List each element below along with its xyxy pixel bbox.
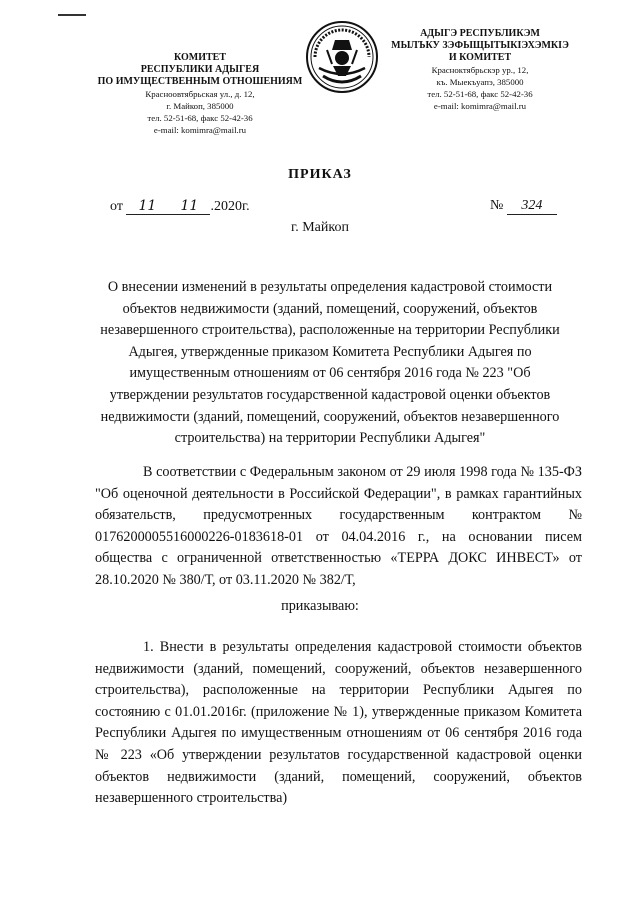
number-prefix: № xyxy=(490,198,504,213)
date-month: 11 xyxy=(168,198,210,215)
order-date xyxy=(110,198,250,215)
preamble-paragraph: В соответствии с Федеральным законом от 29 июля 1998 года № 135-ФЗ "Об оценочной деятельности в Российской Федерации", в рамках гарантийных обязательств, предусмотренных государственным контрактом № 0176200005516000226-0183618-01 от 04.04.2016 г., на основании писем общества с ограниченной ответственностью «ТЕРРА ДОКС ИНВЕСТ» от 28.10.2020 № 380/Т, от 03.11.2020 № 382/Т, xyxy=(95,464,582,588)
date-year: .2020г. xyxy=(210,199,250,214)
left-phone: тел. 52-51-68, факс 52-42-36 xyxy=(147,113,253,123)
number-value: 324 xyxy=(507,198,557,215)
right-email: e-mail: komimra@mail.ru xyxy=(433,101,527,111)
item-1-paragraph: 1. Внести в результаты определения кадастровой стоимости объектов недвижимости (зданий, помещений, сооружений, объектов незавершенного строительства), расположенные на территории Республики Адыгея по состоянию с 01.01.2016г. (приложение № 1), утвержденные приказом Комитета Республики Адыгея по имущественным отношениям от 06 сентября 2016 года № 223 «Об утверждении результатов государственной кадастровой оценки объектов недвижимости (зданий, помещений, сооружений, объектов незавершенного строительства) xyxy=(95,639,582,807)
order-number xyxy=(490,198,557,215)
right-address2: къ. Мыекъуапэ, 385000 xyxy=(436,77,524,87)
right-address1: Красноктябрьскэр ур., 12, xyxy=(431,65,529,75)
right-phone: тел. 52-51-68, факс 52-42-36 xyxy=(427,89,533,99)
document-title: ПРИКАЗ xyxy=(288,167,352,182)
left-address1: Красноовтябрьская ул., д. 12, xyxy=(145,89,255,99)
corner-mark xyxy=(58,14,86,16)
left-org-line3: ПО ИМУЩЕСТВЕННЫМ ОТНОШЕНИЯМ xyxy=(97,76,303,87)
right-org-line1: АДЫГЭ РЕСПУБЛИКЭМ xyxy=(420,28,540,39)
left-org-line2: РЕСПУБЛИКИ АДЫГЕЯ xyxy=(140,64,260,75)
city: г. Майкоп xyxy=(291,220,349,235)
left-header xyxy=(80,52,320,136)
right-header xyxy=(368,28,592,112)
left-email: e-mail: komimra@mail.ru xyxy=(153,125,247,135)
order-subject: О внесении изменений в результаты определения кадастровой стоимости объектов недвижимости (зданий, помещений, сооружений, объектов незавершенного строительства), расположенные на территории Республики Адыгея, утвержденные приказом Комитета Республики Адыгея по имущественным отношениям от 06 сентября 2016 года № 223 "Об утверждении результатов государственной кадастровой оценки объектов недвижимости (зданий, помещений, сооружений, объектов незавершенного строительства) на территории Республики Адыгея" xyxy=(100,279,560,447)
date-prefix: от xyxy=(110,199,123,214)
right-org-line2: МЫЛЪКУ ЗЭФЫЩЫТЫКIЭХЭМКIЭ xyxy=(391,40,569,51)
left-address2: г. Майкоп, 385000 xyxy=(166,101,234,111)
left-org-line1: КОМИТЕТ xyxy=(173,52,226,63)
date-day: 11 xyxy=(126,198,168,215)
order-word: приказываю: xyxy=(281,598,359,614)
right-org-line3: И КОМИТЕТ xyxy=(448,52,512,63)
